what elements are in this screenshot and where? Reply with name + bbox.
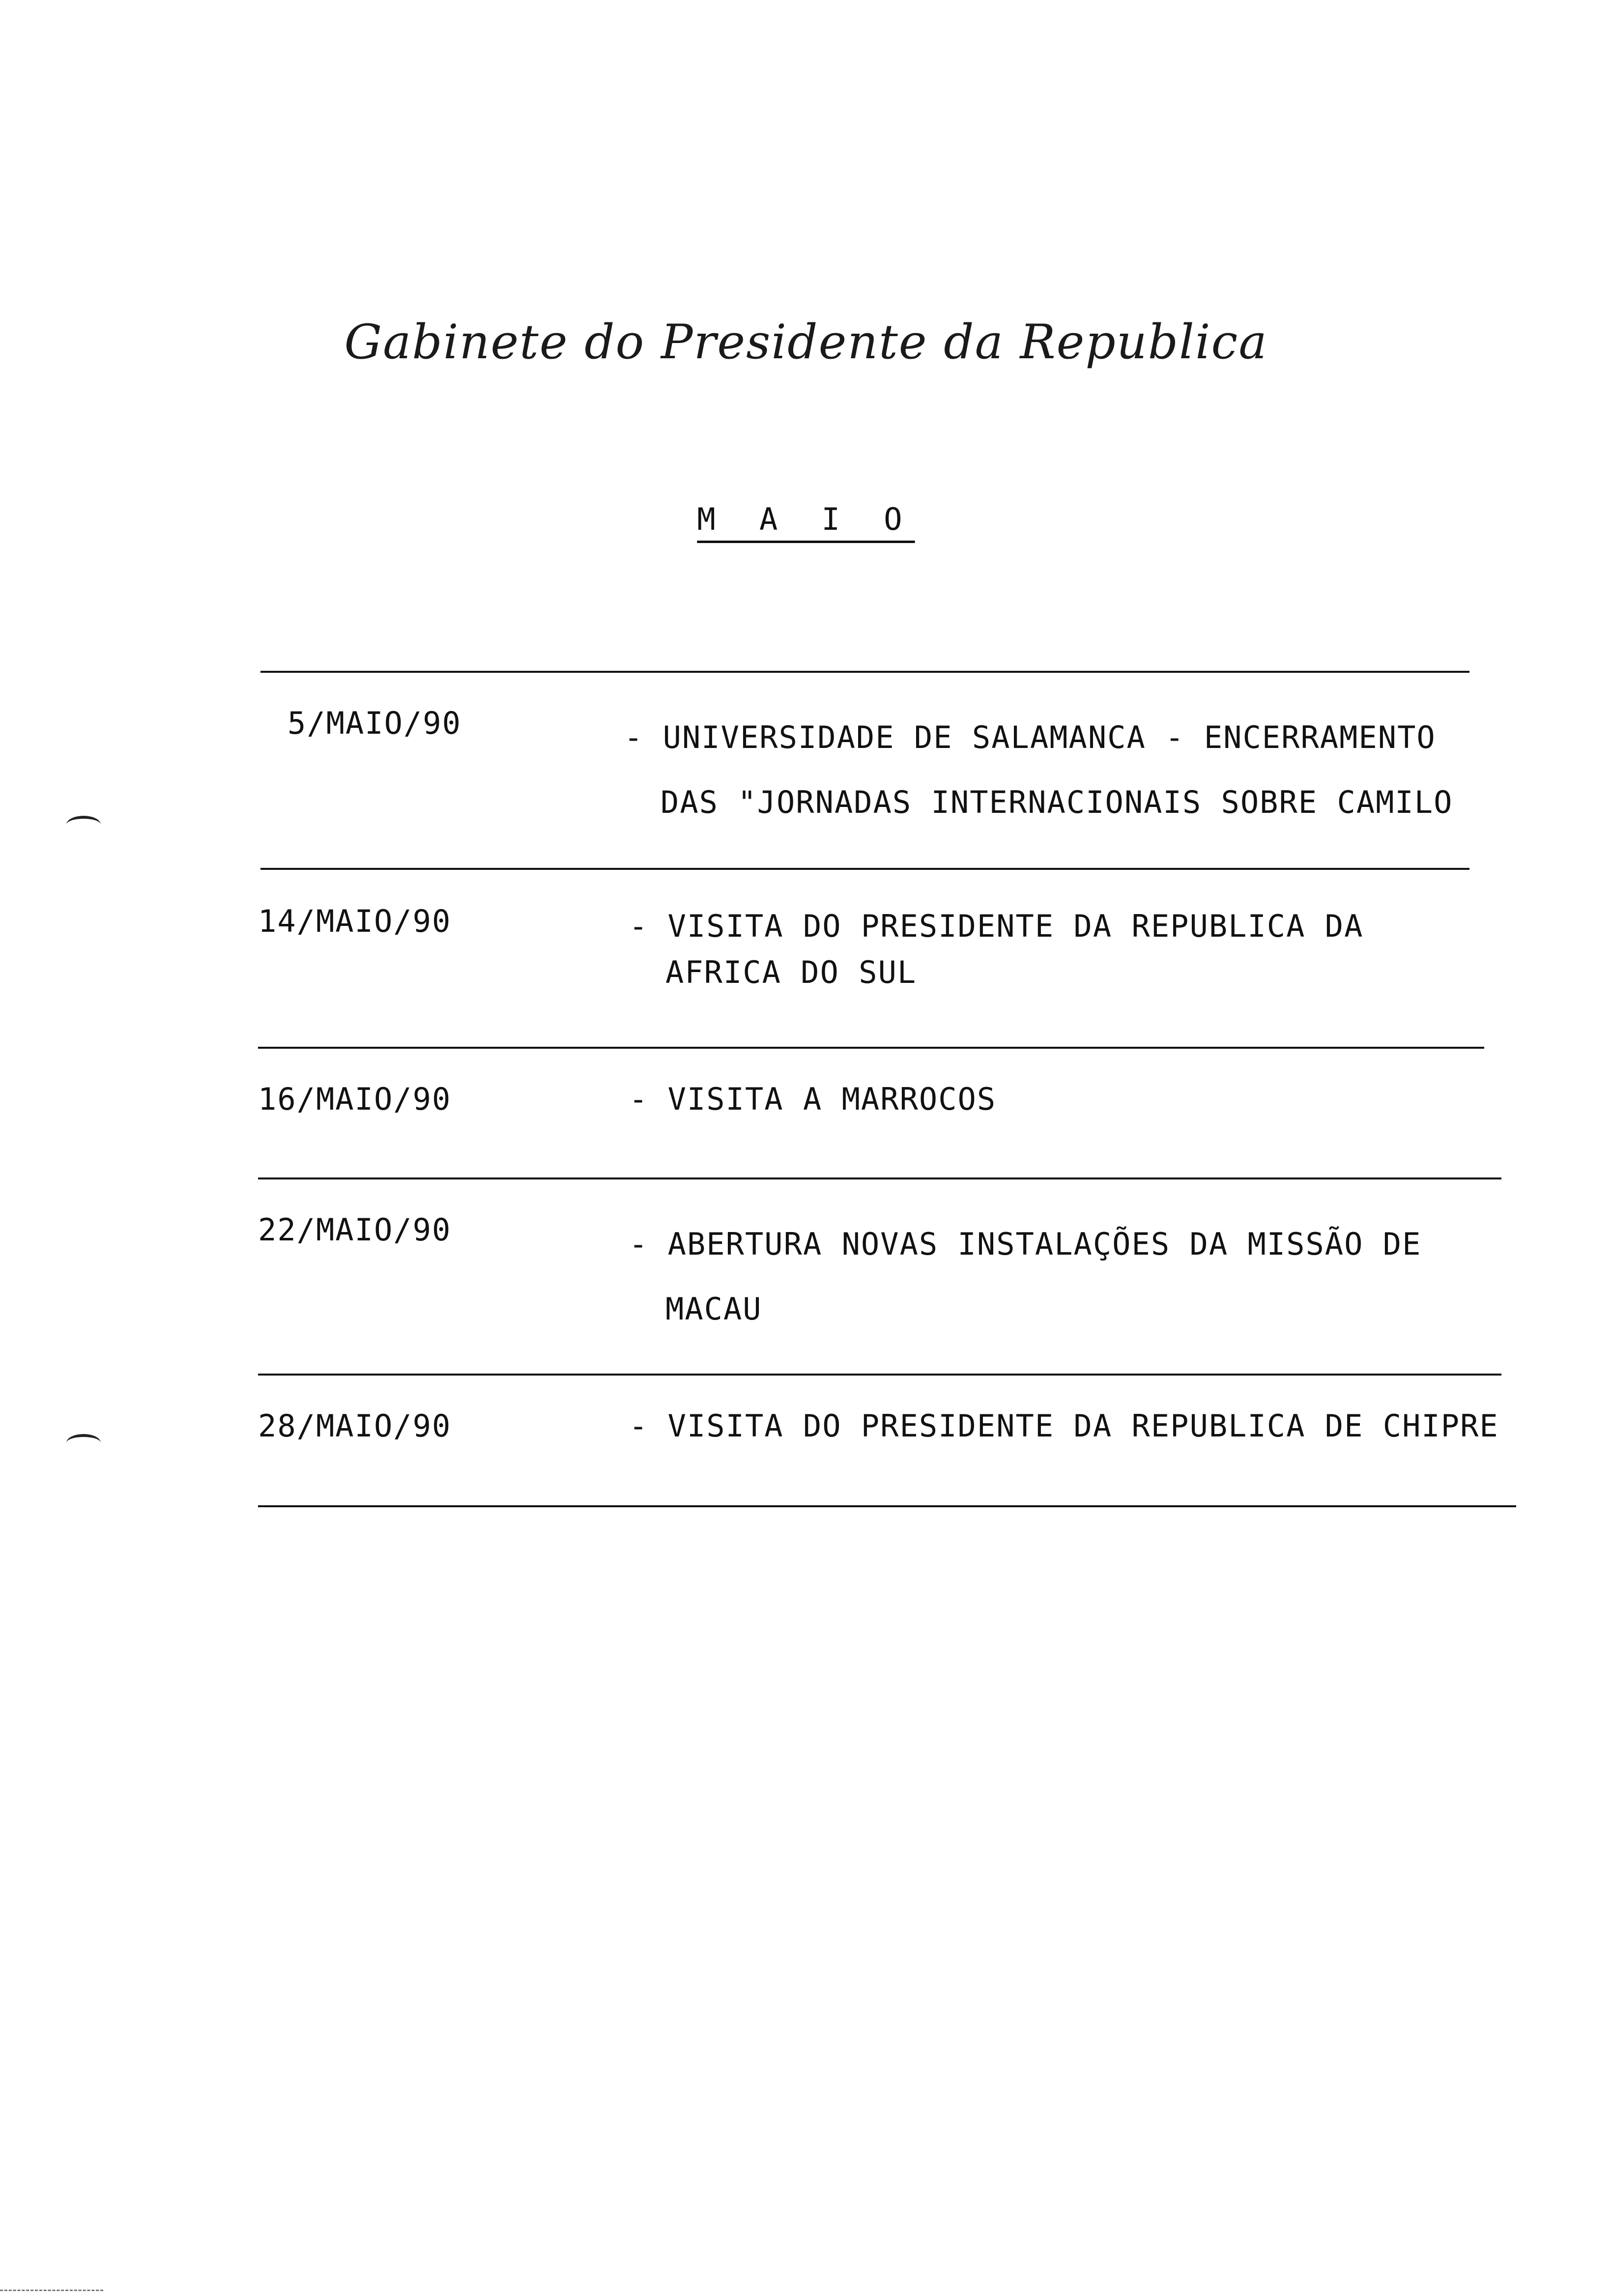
scan-edge-mark (0, 2290, 103, 2291)
entry-line: - VISITA DO PRESIDENTE DA REPUBLICA DE CHIPRE (629, 1408, 1499, 1444)
entry-description (629, 1408, 1499, 1444)
divider-1 (260, 868, 1469, 870)
divider-2 (258, 1047, 1484, 1049)
entry-description (624, 705, 1453, 835)
page-title: M A I O (697, 501, 915, 537)
entry-line: - VISITA DO PRESIDENTE DA REPUBLICA DA (629, 908, 1364, 944)
entry-date: 22/MAIO/90 (258, 1212, 452, 1248)
entry-date: 16/MAIO/90 (258, 1081, 452, 1117)
divider-3 (258, 1177, 1501, 1179)
entry-date: 5/MAIO/90 (288, 705, 461, 741)
divider-5 (258, 1505, 1516, 1507)
punch-hole-mark (66, 816, 101, 833)
letterhead: Gabinete do Presidente da Republica (344, 315, 1268, 370)
divider-top (260, 671, 1469, 673)
entry-line: - VISITA A MARROCOS (629, 1081, 997, 1117)
entry-line: MACAU (665, 1291, 762, 1327)
entry-line: AFRICA DO SUL (665, 954, 917, 990)
entry-date: 14/MAIO/90 (258, 903, 452, 939)
entry-description (629, 1212, 1421, 1342)
entry-line: DAS "JORNADAS INTERNACIONAIS SOBRE CAMILO (661, 784, 1453, 820)
entry-line: - UNIVERSIDADE DE SALAMANCA - ENCERRAMENTO (624, 719, 1436, 755)
punch-hole-mark (66, 1434, 101, 1452)
entry-date: 28/MAIO/90 (258, 1408, 452, 1444)
entry-line: - ABERTURA NOVAS INSTALAÇÕES DA MISSÃO DE (629, 1226, 1422, 1262)
divider-4 (258, 1374, 1501, 1376)
entry-description (629, 903, 1363, 996)
entry-description (629, 1081, 996, 1117)
